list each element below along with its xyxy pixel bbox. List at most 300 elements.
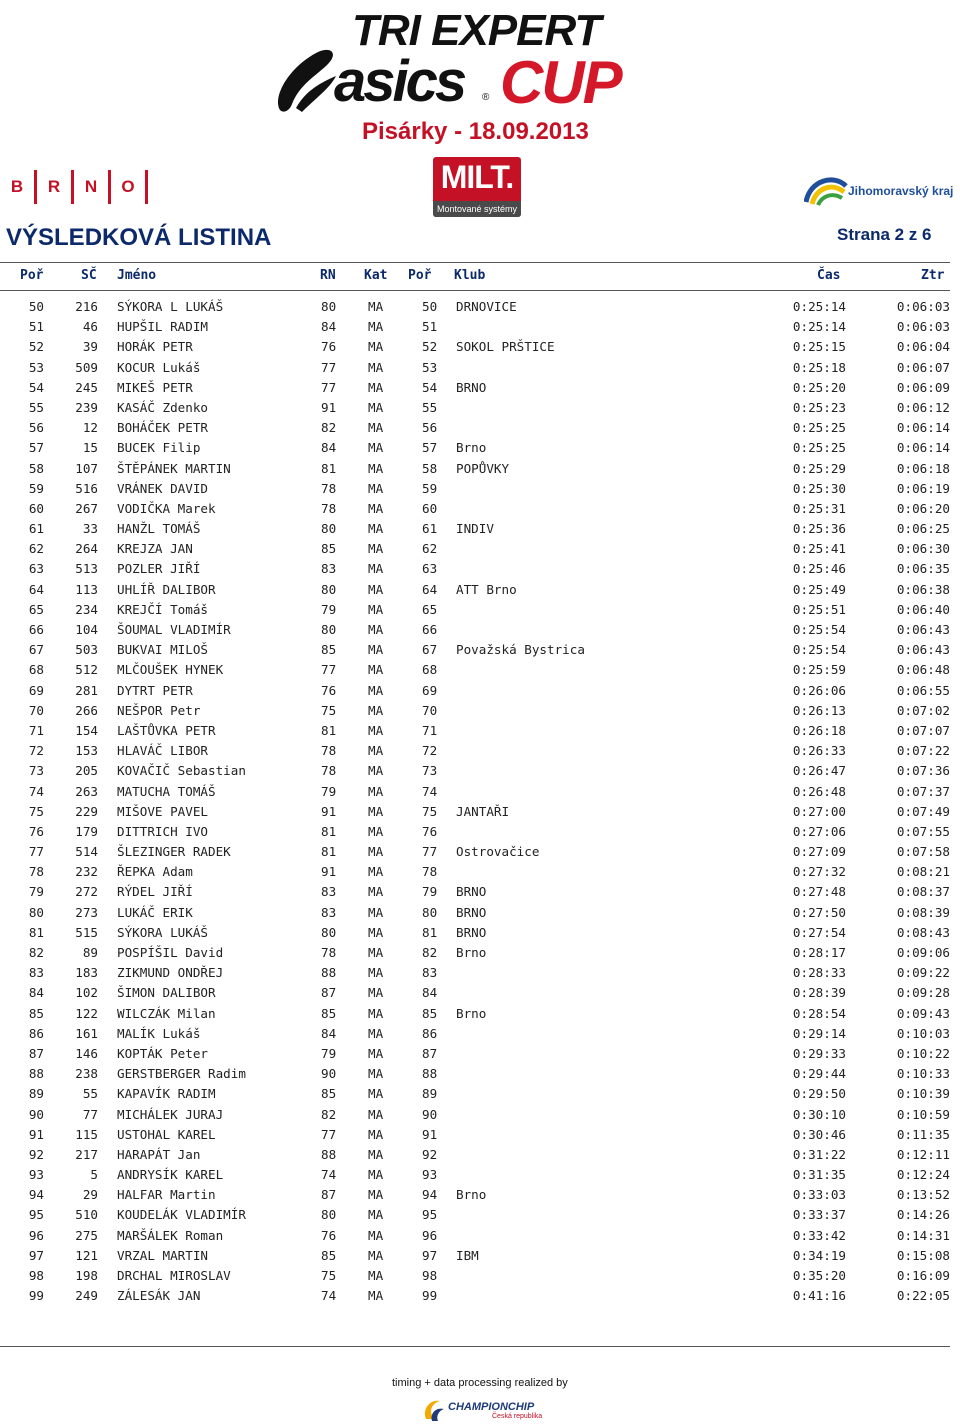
cell-start-number: 12	[82, 420, 98, 436]
championchip-swirl-icon	[422, 1397, 446, 1423]
table-row	[0, 802, 960, 822]
cell-category-rank: 80	[422, 904, 438, 920]
cell-gap: 0:06:30	[896, 541, 950, 557]
cell-time: 0:26:33	[792, 743, 846, 759]
cell-category: MA	[368, 1268, 384, 1283]
cell-overall-rank: 84	[28, 985, 44, 1001]
cell-club: POPŮVKY	[456, 460, 510, 476]
cell-category: MA	[368, 702, 384, 718]
cell-time: 0:27:06	[792, 823, 846, 839]
cell-overall-rank: 82	[28, 945, 44, 960]
cell-time: 0:25:20	[792, 379, 846, 395]
cell-time: 0:25:15	[792, 339, 846, 355]
cell-name: KOCUR Lukáš	[117, 359, 201, 375]
cell-birth-year: 87	[321, 985, 337, 1001]
cell-gap: 0:06:40	[896, 601, 950, 617]
cell-name: DRCHAL MIROSLAV	[117, 1268, 231, 1283]
cell-time: 0:25:14	[792, 299, 846, 314]
cell-start-number: 249	[75, 1288, 98, 1304]
cell-name: ŘEPKA Adam	[117, 864, 193, 880]
cell-category-rank: 94	[422, 1187, 438, 1203]
cell-club: Brno	[456, 1187, 487, 1203]
cell-overall-rank: 87	[28, 1045, 44, 1061]
cell-category-rank: 65	[422, 601, 438, 617]
table-row	[0, 701, 960, 721]
cell-overall-rank: 95	[28, 1207, 44, 1223]
cell-category-rank: 63	[422, 561, 438, 577]
cell-category: MA	[368, 379, 384, 395]
cell-name: MARŠÁLEK Roman	[117, 1227, 224, 1243]
cell-overall-rank: 66	[28, 622, 44, 637]
table-row	[0, 1226, 960, 1246]
cell-birth-year: 82	[321, 420, 337, 436]
cell-category-rank: 82	[422, 945, 438, 960]
cell-category: MA	[368, 1227, 384, 1243]
cell-category: MA	[368, 763, 384, 779]
cell-birth-year: 82	[321, 1106, 337, 1122]
cell-overall-rank: 67	[28, 642, 44, 658]
table-row	[0, 761, 960, 781]
cell-gap: 0:06:07	[896, 359, 950, 375]
cell-gap: 0:06:25	[896, 521, 950, 537]
cell-gap: 0:06:55	[896, 682, 950, 698]
cell-category: MA	[368, 1005, 384, 1021]
col-header-birth-year: RN	[320, 268, 336, 283]
cell-gap: 0:14:26	[896, 1207, 950, 1223]
cell-birth-year: 77	[321, 359, 337, 375]
table-row	[0, 1004, 960, 1024]
cell-birth-year: 78	[321, 480, 337, 496]
cell-category-rank: 54	[422, 379, 438, 395]
cell-name: POZLER JIŘÍ	[117, 561, 201, 577]
cell-birth-year: 88	[321, 965, 337, 981]
cell-start-number: 102	[75, 985, 98, 1001]
cell-birth-year: 77	[321, 379, 337, 395]
cell-birth-year: 80	[321, 521, 337, 537]
cell-start-number: 503	[75, 642, 98, 658]
cell-category: MA	[368, 1025, 384, 1041]
cell-category: MA	[368, 1045, 384, 1061]
cell-birth-year: 91	[321, 864, 337, 880]
cell-category: MA	[368, 622, 384, 637]
cell-category: MA	[368, 1187, 384, 1203]
cell-overall-rank: 93	[28, 1167, 44, 1183]
table-row	[0, 438, 960, 458]
col-header-start-number: SČ	[81, 268, 97, 283]
cell-club: DRNOVICE	[456, 299, 517, 314]
cell-gap: 0:14:31	[896, 1227, 950, 1243]
cell-category-rank: 90	[422, 1106, 438, 1122]
cell-overall-rank: 71	[28, 722, 44, 738]
table-row	[0, 1105, 960, 1125]
cell-name: KOUDELÁK VLADIMÍR	[117, 1207, 246, 1223]
cell-category-rank: 60	[422, 500, 438, 516]
cell-birth-year: 91	[321, 803, 337, 819]
cell-gap: 0:06:09	[896, 379, 950, 395]
cell-category-rank: 56	[422, 420, 438, 436]
cell-gap: 0:15:08	[896, 1247, 950, 1263]
cell-name: KOVAČIČ Sebastian	[117, 763, 246, 779]
cell-time: 0:25:54	[792, 622, 846, 637]
brno-letter-o: O	[121, 177, 135, 196]
table-row	[0, 1205, 960, 1225]
cell-birth-year: 88	[321, 1146, 337, 1162]
cell-category: MA	[368, 500, 384, 516]
cell-gap: 0:08:43	[896, 924, 950, 940]
cell-time: 0:34:19	[792, 1247, 846, 1263]
cell-category: MA	[368, 399, 384, 415]
col-header-name: Jméno	[117, 268, 157, 283]
table-row	[0, 317, 960, 337]
region-name: Jihomoravský kraj	[848, 184, 954, 198]
cell-gap: 0:09:43	[896, 1005, 950, 1021]
cell-start-number: 122	[75, 1005, 98, 1021]
cell-gap: 0:16:09	[896, 1268, 950, 1283]
cell-birth-year: 78	[321, 763, 337, 779]
cell-overall-rank: 50	[28, 299, 44, 314]
cell-birth-year: 76	[321, 1227, 337, 1243]
cell-start-number: 273	[75, 904, 98, 920]
brno-divider	[145, 170, 148, 204]
cell-name: ŠIMON DALIBOR	[117, 985, 216, 1001]
cell-name: HANŽL TOMÁŠ	[117, 521, 201, 537]
cell-birth-year: 85	[321, 1005, 337, 1021]
cell-time: 0:33:37	[792, 1207, 846, 1223]
cell-time: 0:26:18	[792, 722, 846, 738]
cell-time: 0:25:49	[792, 581, 846, 597]
table-row	[0, 519, 960, 539]
cell-gap: 0:07:58	[896, 844, 950, 860]
cell-category-rank: 55	[422, 399, 438, 415]
cell-name: NEŠPOR Petr	[117, 702, 201, 718]
cell-birth-year: 85	[321, 541, 337, 557]
table-row	[0, 882, 960, 902]
cell-name: LAŠTŮVKA PETR	[117, 722, 216, 738]
cell-birth-year: 84	[321, 440, 337, 456]
cell-category: MA	[368, 1066, 384, 1082]
cell-category: MA	[368, 460, 384, 476]
timing-credit: timing + data processing realized by	[392, 1377, 568, 1389]
cell-time: 0:25:59	[792, 662, 846, 678]
cell-name: VRZAL MARTIN	[117, 1247, 208, 1263]
cell-category: MA	[368, 783, 384, 799]
cell-category-rank: 62	[422, 541, 438, 557]
col-header-club: Klub	[454, 268, 486, 283]
cell-name: ZIKMUND ONDŘEJ	[117, 965, 224, 981]
cell-category-rank: 76	[422, 823, 438, 839]
cell-start-number: 512	[75, 662, 98, 678]
cell-start-number: 216	[75, 299, 98, 314]
cell-overall-rank: 96	[28, 1227, 44, 1243]
cell-category-rank: 66	[422, 622, 438, 637]
cell-category: MA	[368, 904, 384, 920]
asics-cup-logo	[272, 46, 692, 116]
cell-gap: 0:06:48	[896, 662, 950, 678]
cell-gap: 0:12:11	[896, 1146, 950, 1162]
cell-start-number: 104	[75, 622, 98, 637]
table-row	[0, 479, 960, 499]
cell-overall-rank: 83	[28, 965, 44, 981]
cell-name: GERSTBERGER Radim	[117, 1066, 246, 1082]
cell-category: MA	[368, 682, 384, 698]
cell-overall-rank: 64	[28, 581, 44, 597]
cell-overall-rank: 63	[28, 561, 44, 577]
cell-birth-year: 78	[321, 945, 337, 960]
cell-start-number: 234	[75, 601, 98, 617]
cell-time: 0:30:10	[792, 1106, 846, 1122]
cup-wordmark: CUP	[500, 49, 621, 116]
cell-club: BRNO	[456, 924, 487, 940]
cell-gap: 0:09:28	[896, 985, 950, 1001]
cell-gap: 0:09:22	[896, 965, 950, 981]
table-row	[0, 963, 960, 983]
cell-time: 0:33:03	[792, 1187, 846, 1203]
cell-category-rank: 53	[422, 359, 438, 375]
cell-category-rank: 67	[422, 642, 438, 658]
cell-start-number: 33	[82, 521, 98, 537]
col-header-gap: Ztr	[921, 268, 945, 283]
cell-name: MATUCHA TOMÁŠ	[117, 783, 216, 799]
cell-start-number: 232	[75, 864, 98, 880]
cell-gap: 0:08:39	[896, 904, 950, 920]
table-row	[0, 1165, 960, 1185]
cell-start-number: 267	[75, 500, 98, 516]
cell-name: KOPTÁK Peter	[117, 1045, 208, 1061]
cell-name: HORÁK PETR	[117, 339, 193, 355]
cell-club: Považská Bystrica	[456, 642, 585, 658]
cell-time: 0:27:48	[792, 884, 846, 900]
cell-category-rank: 99	[422, 1288, 438, 1304]
event-date: Pisárky - 18.09.2013	[362, 118, 589, 145]
cell-category-rank: 92	[422, 1146, 438, 1162]
cell-start-number: 121	[75, 1247, 98, 1263]
cell-time: 0:33:42	[792, 1227, 846, 1243]
cell-start-number: 275	[75, 1227, 98, 1243]
cell-overall-rank: 52	[28, 339, 44, 355]
cell-birth-year: 79	[321, 601, 337, 617]
cell-gap: 0:10:59	[896, 1106, 950, 1122]
table-row	[0, 418, 960, 438]
cell-gap: 0:10:39	[896, 1086, 950, 1102]
cell-start-number: 205	[75, 763, 98, 779]
cell-category: MA	[368, 1288, 384, 1304]
cell-birth-year: 75	[321, 702, 337, 718]
cell-overall-rank: 91	[28, 1126, 44, 1142]
table-row	[0, 559, 960, 579]
cell-category: MA	[368, 359, 384, 375]
cell-name: BUCEK Filip	[117, 440, 201, 456]
cell-start-number: 179	[75, 823, 98, 839]
jihomoravsky-kraj-logo	[804, 172, 960, 206]
cell-time: 0:27:50	[792, 904, 846, 920]
milt-logo-text: MILT.	[440, 159, 514, 195]
cell-club: JANTAŘI	[456, 803, 510, 819]
cell-category-rank: 95	[422, 1207, 438, 1223]
region-arc-icon	[804, 172, 848, 206]
cell-name: DITTRICH IVO	[117, 823, 208, 839]
table-row	[0, 620, 960, 640]
cell-start-number: 245	[75, 379, 98, 395]
cell-gap: 0:06:04	[896, 339, 950, 355]
cell-start-number: 217	[75, 1146, 98, 1162]
cell-birth-year: 83	[321, 561, 337, 577]
cell-start-number: 146	[75, 1045, 98, 1061]
cell-start-number: 263	[75, 783, 98, 799]
cell-start-number: 107	[75, 460, 98, 476]
cell-birth-year: 77	[321, 662, 337, 678]
cell-club: INDIV	[456, 521, 494, 537]
cell-time: 0:25:36	[792, 521, 846, 537]
cell-gap: 0:06:03	[896, 319, 950, 335]
cell-birth-year: 81	[321, 823, 337, 839]
cell-overall-rank: 89	[28, 1086, 44, 1102]
cell-gap: 0:06:18	[896, 460, 950, 476]
cell-overall-rank: 73	[28, 763, 44, 779]
cell-start-number: 510	[75, 1207, 98, 1223]
cell-category-rank: 51	[422, 319, 438, 335]
cell-club: ATT Brno	[456, 581, 517, 597]
cell-category: MA	[368, 722, 384, 738]
table-row	[0, 1145, 960, 1165]
cell-overall-rank: 61	[28, 521, 44, 537]
cell-time: 0:35:20	[792, 1268, 846, 1283]
header-rule-bottom	[0, 290, 950, 291]
cell-overall-rank: 54	[28, 379, 44, 395]
cell-overall-rank: 70	[28, 702, 44, 718]
cell-start-number: 281	[75, 682, 98, 698]
table-row	[0, 378, 960, 398]
cell-time: 0:25:30	[792, 480, 846, 496]
document-title: VÝSLEDKOVÁ LISTINA	[6, 224, 272, 251]
col-header-category: Kat	[364, 268, 388, 283]
cell-gap: 0:06:43	[896, 642, 950, 658]
cell-start-number: 516	[75, 480, 98, 496]
cell-category: MA	[368, 1146, 384, 1162]
cell-name: ŠLEZINGER RADEK	[117, 844, 231, 860]
cell-overall-rank: 97	[28, 1247, 44, 1263]
cell-name: UHLÍŘ DALIBOR	[117, 581, 216, 597]
table-row	[0, 923, 960, 943]
cell-category-rank: 61	[422, 521, 438, 537]
cell-birth-year: 80	[321, 924, 337, 940]
cell-category-rank: 83	[422, 965, 438, 981]
table-row	[0, 822, 960, 842]
cell-club: Brno	[456, 440, 487, 456]
cell-name: POSPÍŠIL David	[117, 945, 224, 960]
table-row	[0, 721, 960, 741]
results-table-body	[0, 297, 960, 1306]
cell-club: BRNO	[456, 379, 487, 395]
cell-time: 0:25:25	[792, 440, 846, 456]
cell-birth-year: 76	[321, 339, 337, 355]
cell-time: 0:27:09	[792, 844, 846, 860]
cell-category: MA	[368, 884, 384, 900]
cell-gap: 0:06:43	[896, 622, 950, 637]
cell-name: USTOHAL KAREL	[117, 1126, 216, 1142]
cell-gap: 0:22:05	[896, 1288, 950, 1304]
cell-category: MA	[368, 581, 384, 597]
cell-club: Brno	[456, 1005, 487, 1021]
cell-category-rank: 84	[422, 985, 438, 1001]
cell-birth-year: 85	[321, 1247, 337, 1263]
cell-category: MA	[368, 339, 384, 355]
table-row	[0, 1266, 960, 1286]
cell-start-number: 272	[75, 884, 98, 900]
cell-category-rank: 57	[422, 440, 438, 456]
cell-category: MA	[368, 1106, 384, 1122]
cell-gap: 0:09:06	[896, 945, 950, 960]
table-row	[0, 943, 960, 963]
cell-club: BRNO	[456, 904, 487, 920]
cell-category: MA	[368, 844, 384, 860]
cell-time: 0:26:13	[792, 702, 846, 718]
cell-gap: 0:11:35	[896, 1126, 950, 1142]
cell-birth-year: 90	[321, 1066, 337, 1082]
cell-name: VRÁNEK DAVID	[117, 480, 208, 496]
col-header-time: Čas	[817, 268, 841, 283]
registered-mark: ®	[482, 92, 490, 103]
table-row	[0, 660, 960, 680]
cell-gap: 0:06:14	[896, 420, 950, 436]
cell-name: ŠOUMAL VLADIMÍR	[117, 622, 231, 637]
cell-time: 0:41:16	[792, 1288, 846, 1304]
cell-overall-rank: 59	[28, 480, 44, 496]
cell-gap: 0:10:22	[896, 1045, 950, 1061]
cell-overall-rank: 81	[28, 924, 44, 940]
cell-category: MA	[368, 420, 384, 436]
cell-birth-year: 85	[321, 1086, 337, 1102]
cell-birth-year: 81	[321, 844, 337, 860]
cell-overall-rank: 74	[28, 783, 44, 799]
cell-name: ZÁLESÁK JAN	[117, 1288, 201, 1304]
table-row	[0, 681, 960, 701]
cell-time: 0:28:17	[792, 945, 846, 960]
cell-category: MA	[368, 924, 384, 940]
cell-birth-year: 87	[321, 1187, 337, 1203]
table-row	[0, 337, 960, 357]
cell-overall-rank: 65	[28, 601, 44, 617]
cell-category: MA	[368, 1247, 384, 1263]
asics-swoosh-icon	[272, 46, 342, 116]
brno-letter-n: N	[84, 177, 98, 196]
cell-category: MA	[368, 965, 384, 981]
cell-birth-year: 76	[321, 682, 337, 698]
cell-category: MA	[368, 985, 384, 1001]
footer-rule	[0, 1346, 950, 1347]
cell-overall-rank: 56	[28, 420, 44, 436]
cell-time: 0:25:18	[792, 359, 846, 375]
table-row	[0, 862, 960, 882]
cell-gap: 0:12:24	[896, 1167, 950, 1183]
cell-start-number: 113	[75, 581, 98, 597]
cell-category: MA	[368, 601, 384, 617]
cell-gap: 0:10:03	[896, 1025, 950, 1041]
table-row	[0, 1185, 960, 1205]
cell-category-rank: 59	[422, 480, 438, 496]
cell-time: 0:29:44	[792, 1066, 846, 1082]
cell-category: MA	[368, 299, 384, 314]
cell-category: MA	[368, 440, 384, 456]
cell-category-rank: 58	[422, 460, 438, 476]
cell-category: MA	[368, 480, 384, 496]
results-table-header	[0, 268, 960, 288]
cell-birth-year: 80	[321, 622, 337, 637]
cell-category: MA	[368, 864, 384, 880]
cell-overall-rank: 90	[28, 1106, 44, 1122]
cell-gap: 0:07:02	[896, 702, 950, 718]
cell-category-rank: 97	[422, 1247, 438, 1263]
cell-birth-year: 83	[321, 884, 337, 900]
